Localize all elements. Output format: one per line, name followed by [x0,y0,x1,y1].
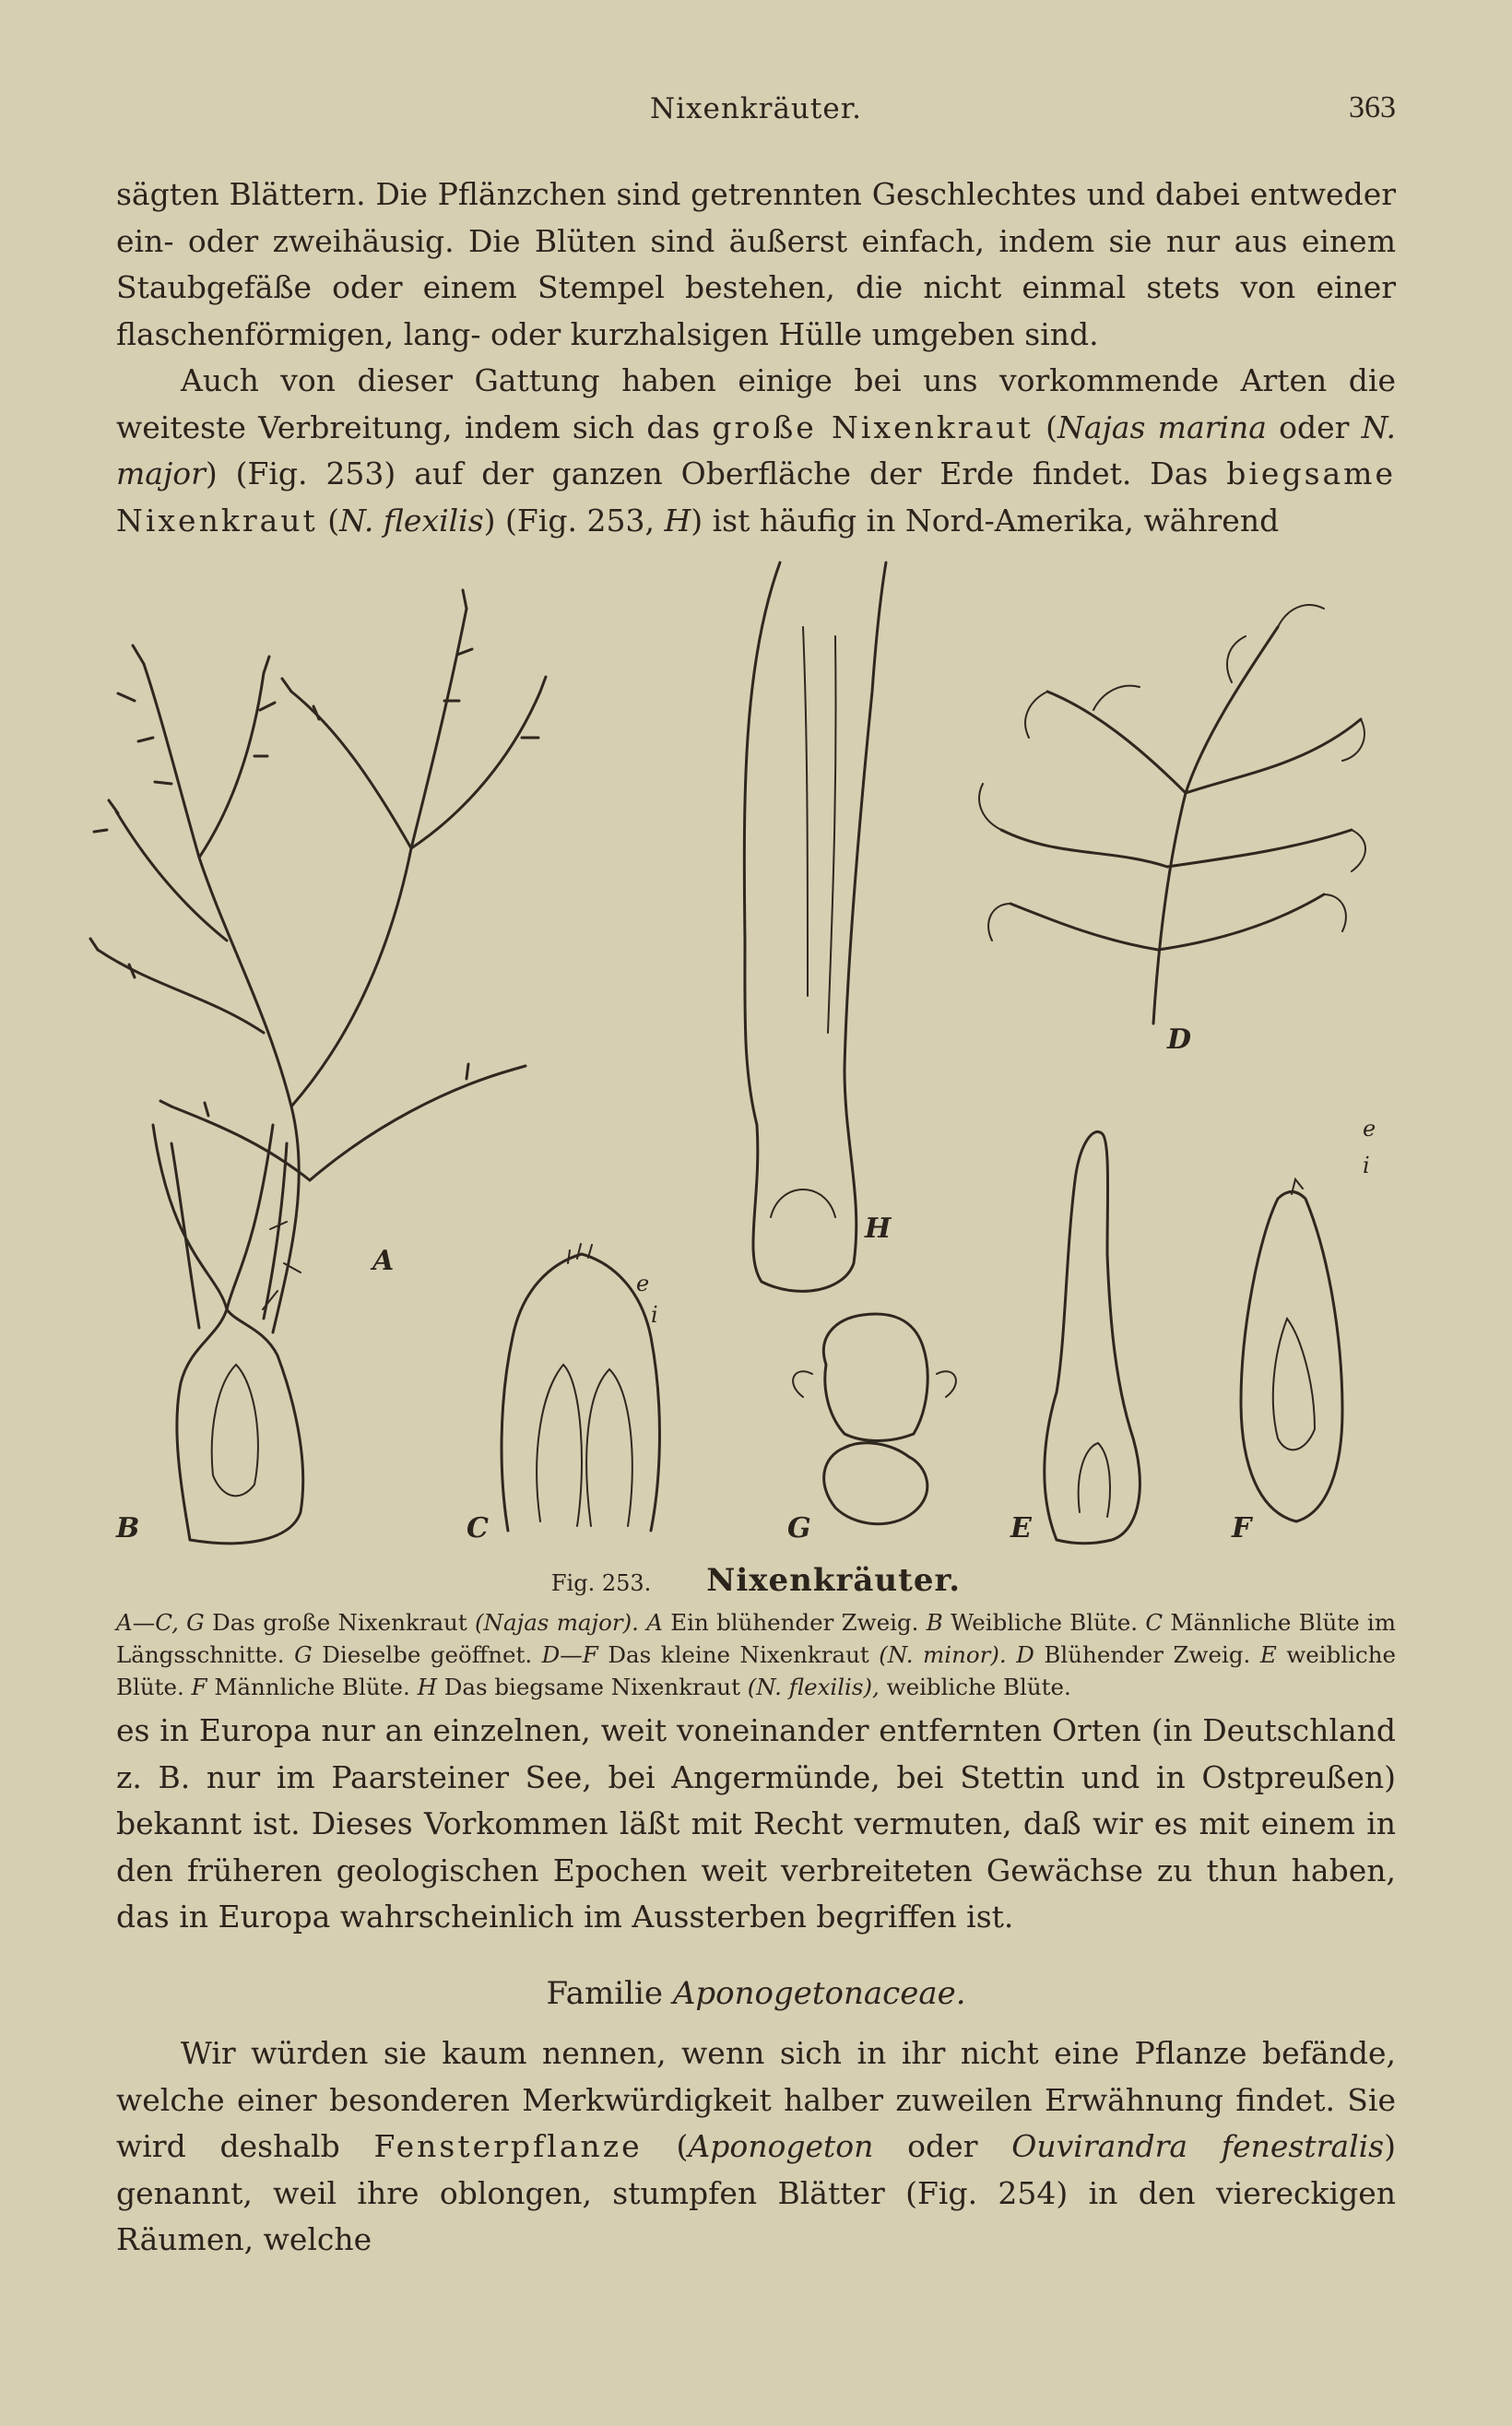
text-run: ( [642,2128,689,2164]
latin-name: Aponogeton [688,2128,874,2164]
legend-run: A—C, G [116,1609,205,1636]
latin-name: Ouvirandra fenestralis [1011,2128,1385,2164]
paragraph-2 [116,358,1396,544]
text-run: oder [873,2128,1012,2164]
text-run: ) ist häufig in Nord-Amerika, während [691,502,1280,538]
legend-run: weibliche Blüte. [879,1674,1071,1700]
text-run: Wir würden sie kaum nennen, wenn sich in ihr nicht eine Pflanze befände, welche einer besonderen Merkwürdigkeit halber zuweilen Erwähnung findet. Sie wird deshalb [116,2035,1396,2164]
figure-number: Fig. 253. [550,1570,652,1596]
plant-d-drawing [979,605,1365,1024]
flower-h-drawing [744,562,886,1291]
running-title: Nixenkräuter. [650,92,862,125]
legend-run: Das große Nixenkraut [204,1609,475,1636]
figure-label-e: E [1010,1512,1032,1544]
botanical-illustration [79,553,1425,1563]
flower-e-drawing [1045,1131,1140,1543]
figure-title: Nixenkräuter. [706,1562,962,1599]
figure-label-c: C [467,1512,489,1544]
legend-run: (N. minor). [879,1641,1007,1668]
common-name: biegsame Nixenkraut [116,456,1396,538]
legend-run: Das biegsame Nixenkraut [436,1674,748,1700]
figure-caption [116,1562,1396,1603]
common-name: große Nixenkraut [712,408,1034,445]
legend-run: G [294,1641,313,1668]
legend-run: Weibliche Blüte. [942,1609,1146,1636]
legend-run: D—F [541,1641,598,1668]
flower-g-drawing [793,1314,956,1524]
legend-run: F [191,1674,207,1700]
text-run: ) (Fig. 253, [483,502,665,538]
legend-run: (N. flexilis), [747,1674,880,1700]
legend-run: D [1006,1641,1034,1668]
latin-name: N. flexilis [339,502,484,538]
section-heading [116,1975,1396,2012]
figure-label-g: G [787,1512,811,1544]
figure-label-a: A [372,1245,395,1277]
legend-run: Ein blühender Zweig. [662,1609,927,1636]
figure-reference: H [664,502,691,538]
legend-run: B [926,1609,943,1636]
latin-name: N. major [116,408,1396,491]
figure-label-e-c: e [636,1271,650,1296]
paragraph-4 [116,2030,1396,2264]
text-run: oder [1266,408,1362,445]
section-latin-name: Aponogetonaceae. [672,1975,966,2012]
latin-name: Najas marina [1057,408,1267,445]
branch-a-drawing [90,590,546,1332]
paragraph-3 [116,1708,1396,1941]
legend-run: Männliche Blüte. [207,1674,418,1700]
paragraph-1 [116,172,1396,358]
legend-run: Blühender Zweig. [1034,1641,1260,1668]
running-head [116,92,1396,133]
legend-run: H [417,1674,437,1700]
text-run: ( [1033,408,1057,445]
figure-label-f: F [1232,1512,1252,1544]
paragraph-3-text: es in Europa nur an einzelnen, weit voneinander entfernten Orten (in Deutschland z. B. nur im Paarsteiner See, bei Angermünde, bei Stettin und in Ostpreußen) bekannt ist. Dieses Vorkommen läßt mit Recht vermuten, daß wir es mit einem in den früheren geologischen Epochen weit verbreiteten Gewächse zu thun haben, das in Europa wahrscheinlich im Aussterben begriffen ist. [116,1712,1396,1935]
legend-run: Das kleine Nixenkraut [597,1641,880,1668]
legend-run: Dieselbe geöffnet. [312,1641,542,1668]
section-label: Familie [546,1975,673,2012]
figure-label-b: B [116,1512,140,1544]
paragraph-1-text: sägten Blättern. Die Pflänzchen sind getrennten Geschlechtes und dabei entweder ein- oder zweihäusig. Die Blüten sind äußerst einfach, indem sie nur aus einem Staubgefäße oder einem Stempel bestehen, die nicht einmal stets von einer flaschenförmigen, lang- oder kurzhalsigen Hülle umgeben sind. [116,176,1396,352]
flower-b-drawing [153,1125,303,1544]
text-run: ) genannt, weil ihre oblongen, stumpfen Blätter (Fig. 254) in den viereckigen Räumen, welche [116,2128,1396,2257]
text-run: ( [317,502,340,538]
figure-label-h: H [865,1213,892,1245]
legend-run: E [1259,1641,1277,1668]
legend-run: (Najas major). [475,1609,639,1636]
figure-label-i-c: i [651,1302,658,1328]
flower-f-drawing [1241,1179,1342,1521]
figure-label-e-f: e [1363,1116,1376,1142]
legend-run: C [1145,1609,1164,1636]
page-number: 363 [1349,90,1396,124]
figure-253 [79,553,1425,1563]
legend-run: weibliche Blüte. [116,1641,1396,1700]
figure-label-i-f: i [1363,1153,1370,1178]
figure-legend [116,1606,1396,1703]
figure-label-d: D [1167,1024,1192,1056]
text-run: ) (Fig. 253) auf der ganzen Oberfläche der Erde findet. Das [205,456,1227,491]
legend-run: Männliche Blüte im Längsschnitte. [116,1609,1396,1668]
common-name: Fensterpflanze [373,2128,643,2164]
text-run: Auch von dieser Gattung haben einige bei uns vorkommende Arten die weiteste Verbreitung, indem sich das [116,362,1396,445]
legend-run: A [638,1609,663,1636]
